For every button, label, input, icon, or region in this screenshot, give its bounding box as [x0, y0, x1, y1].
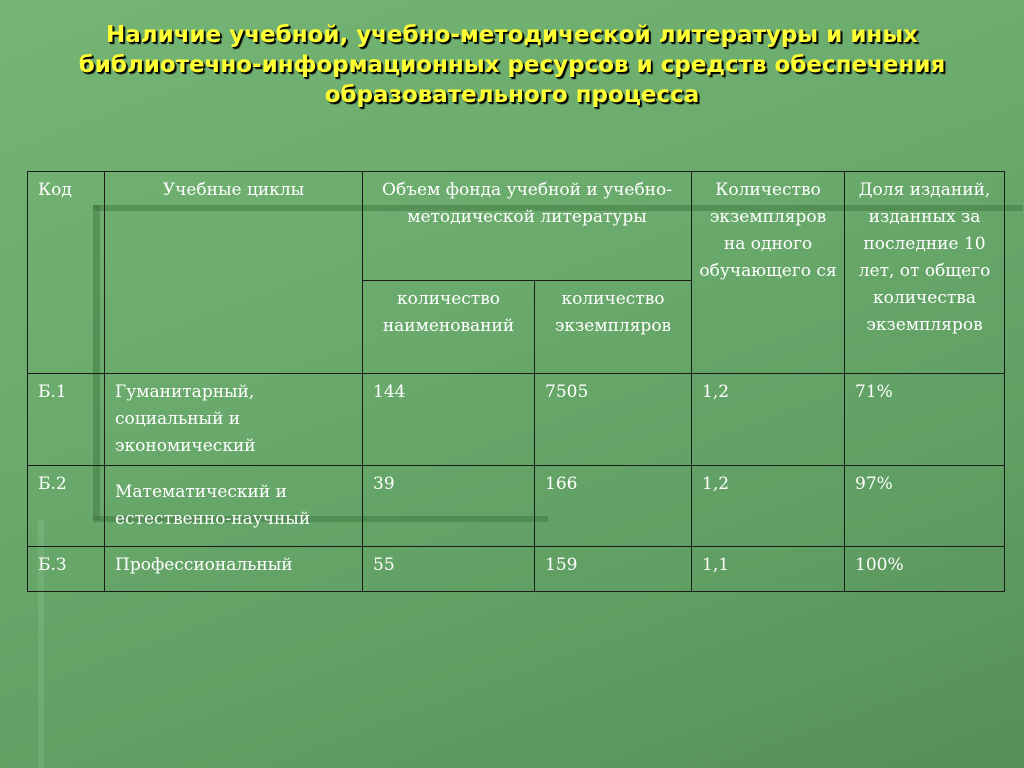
cell-share: 100%	[845, 547, 1005, 592]
cell-share: 97%	[845, 466, 1005, 547]
slide-title	[20, 20, 1004, 110]
table-header-row	[28, 172, 1005, 281]
header-fund: Объем фонда учебной и учебно-методической литературы	[363, 172, 692, 281]
cell-code: Б.1	[28, 374, 105, 466]
header-code: Код	[28, 172, 105, 374]
cell-share: 71%	[845, 374, 1005, 466]
cell-cycle: Профессиональный	[105, 547, 363, 592]
header-cycles: Учебные циклы	[105, 172, 363, 374]
table-row	[28, 374, 1005, 466]
cell-names: 39	[363, 466, 535, 547]
header-copies-per-student: Количество экземпляров на одного обучающего ся	[692, 172, 845, 374]
library-resources-table	[27, 171, 1005, 592]
cell-names: 55	[363, 547, 535, 592]
cell-per-student: 1,2	[692, 374, 845, 466]
cell-cycle-text: Математический и естественно-научный	[115, 482, 311, 529]
cell-cycle	[105, 466, 363, 547]
cell-per-student: 1,2	[692, 466, 845, 547]
header-share-recent: Доля изданий, изданных за последние 10 лет, от общего количества экземпляров	[845, 172, 1005, 374]
table-row	[28, 547, 1005, 592]
cell-copies: 7505	[535, 374, 692, 466]
cell-cycle: Гуманитарный, социальный и экономический	[105, 374, 363, 466]
slide-title-line-2: библиотечно-информационных ресурсов и средств обеспечения	[78, 52, 946, 78]
cell-code: Б.З	[28, 547, 105, 592]
cell-copies: 159	[535, 547, 692, 592]
cell-copies: 166	[535, 466, 692, 547]
cell-code: Б.2	[28, 466, 105, 547]
cell-names: 144	[363, 374, 535, 466]
table-row	[28, 466, 1005, 547]
slide-title-line-3: образовательного процесса	[324, 82, 700, 108]
header-fund-names: количество наименований	[363, 281, 535, 374]
cell-per-student: 1,1	[692, 547, 845, 592]
header-fund-copies: количество экземпляров	[535, 281, 692, 374]
slide-title-line-1: Наличие учебной, учебно-методической литературы и иных	[106, 22, 918, 48]
